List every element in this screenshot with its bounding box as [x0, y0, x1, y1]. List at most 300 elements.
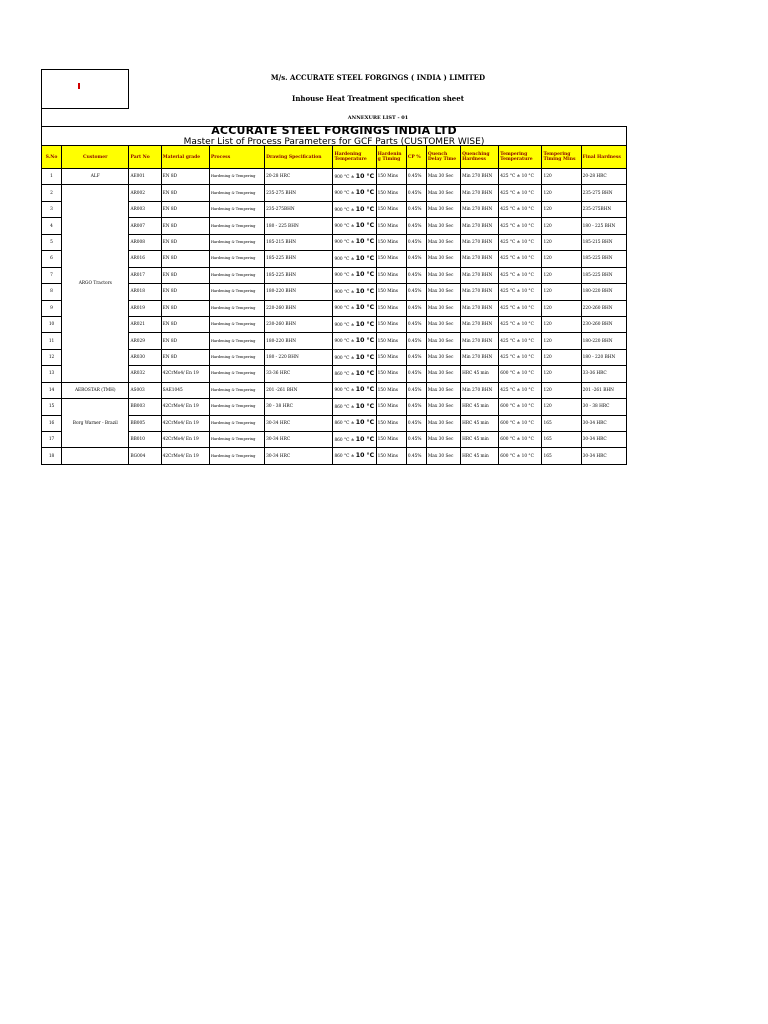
cell-customer — [62, 448, 129, 464]
cell-quench-hardness: Min 270 BHN — [461, 201, 499, 217]
hardening-temp-base: 860 °C ± — [334, 404, 356, 410]
cell-sno: 9 — [42, 300, 62, 316]
cell-final-hardness: 201 -261 BHN — [581, 382, 626, 398]
cell-cp: 0.45% — [406, 267, 426, 283]
cell-quench-hardness: Min 270 BHN — [461, 185, 499, 201]
cell-quench-delay: Max 30 Sec — [426, 415, 460, 431]
table-row — [42, 316, 627, 332]
table-row — [42, 448, 627, 464]
cell-hardening-temp — [333, 349, 376, 365]
sheet-subtitle: Inhouse Heat Treatment specification sheet — [292, 94, 464, 103]
cell-tempering-temp: 425 °C ± 10 °C — [499, 300, 542, 316]
cell-quench-hardness: Min 270 BHN — [461, 169, 499, 185]
cell-tempering-time: 120 — [542, 201, 581, 217]
cell-quench-delay: Max 30 Sec — [426, 432, 460, 448]
cell-material: EN 8D — [161, 251, 209, 267]
cell-quench-hardness: HRC 45 min — [461, 415, 499, 431]
cell-hardening-temp — [333, 432, 376, 448]
cell-quench-delay: Max 30 Sec — [426, 349, 460, 365]
cell-material: 42CrMo4/ En 19 — [161, 415, 209, 431]
cell-drawing-spec: 180-220 BHN — [265, 333, 333, 349]
cell-part-no: AR007 — [129, 218, 161, 234]
cell-part-no: AR018 — [129, 284, 161, 300]
cell-hardening-temp — [333, 218, 376, 234]
cell-cp: 0.45% — [406, 185, 426, 201]
cell-cp: 0.45% — [406, 415, 426, 431]
cell-tempering-time: 120 — [542, 382, 581, 398]
col-header: Part No — [129, 146, 161, 169]
cell-quench-hardness: HRC 45 min — [461, 366, 499, 382]
cell-process: Hardening & Tempering — [209, 201, 264, 217]
cell-process: Hardening & Tempering — [209, 218, 264, 234]
hardening-temp-base: 900 °C ± — [334, 240, 356, 246]
table-row — [42, 333, 627, 349]
hardening-temp-base: 900 °C ± — [334, 339, 356, 345]
cell-drawing-spec: 235-275BHN — [265, 201, 333, 217]
col-header: Process — [209, 146, 264, 169]
cell-quench-delay: Max 30 Sec — [426, 333, 460, 349]
cell-process: Hardening & Tempering — [209, 251, 264, 267]
hardening-temp-tol: 10 °C — [355, 287, 375, 295]
cell-sno: 14 — [42, 382, 62, 398]
cell-hardening-temp — [333, 234, 376, 250]
hardening-temp-tol: 10 °C — [355, 304, 375, 312]
hardening-temp-tol: 10 °C — [355, 369, 375, 377]
hardening-temp-base: 900 °C ± — [334, 207, 356, 213]
cell-cp: 0.45% — [406, 399, 426, 415]
hardening-temp-tol: 10 °C — [355, 222, 375, 230]
cell-tempering-temp: 425 °C ± 10 °C — [499, 284, 542, 300]
cell-hardening-time: 150 Mins — [376, 169, 406, 185]
company-name: M/s. ACCURATE STEEL FORGINGS ( INDIA ) LIMITED — [270, 73, 486, 82]
company-logo-mark — [78, 83, 80, 89]
cell-sno: 8 — [42, 284, 62, 300]
cell-sno: 10 — [42, 316, 62, 332]
cell-quench-delay: Max 30 Sec — [426, 382, 460, 398]
cell-final-hardness: 30-34 HRC — [581, 415, 626, 431]
cell-hardening-time: 150 Mins — [376, 448, 406, 464]
cell-tempering-temp: 600 °C ± 10 °C — [499, 366, 542, 382]
cell-part-no: AR029 — [129, 333, 161, 349]
cell-cp: 0.45% — [406, 169, 426, 185]
cell-final-hardness: 220-260 BHN — [581, 300, 626, 316]
cell-hardening-temp — [333, 201, 376, 217]
cell-quench-delay: Max 30 Sec — [426, 284, 460, 300]
cell-hardening-temp — [333, 284, 376, 300]
cell-hardening-temp — [333, 333, 376, 349]
cell-final-hardness: 20-28 HRC — [581, 169, 626, 185]
cell-hardening-temp — [333, 448, 376, 464]
cell-hardening-time: 150 Mins — [376, 333, 406, 349]
cell-material: EN 8D — [161, 300, 209, 316]
cell-process: Hardening & Tempering — [209, 185, 264, 201]
cell-cp: 0.45% — [406, 300, 426, 316]
table-row — [42, 201, 627, 217]
table-row — [42, 169, 627, 185]
cell-material: EN 8D — [161, 218, 209, 234]
cell-cp: 0.45% — [406, 251, 426, 267]
cell-cp: 0.45% — [406, 218, 426, 234]
cell-cp: 0.45% — [406, 432, 426, 448]
hardening-temp-tol: 10 °C — [355, 320, 375, 328]
cell-tempering-temp: 425 °C ± 10 °C — [499, 169, 542, 185]
cell-part-no: AR030 — [129, 349, 161, 365]
hardening-temp-base: 900 °C ± — [334, 289, 356, 295]
cell-tempering-time: 120 — [542, 251, 581, 267]
cell-hardening-temp — [333, 251, 376, 267]
cell-quench-delay: Max 30 Sec — [426, 366, 460, 382]
cell-cp: 0.45% — [406, 284, 426, 300]
cell-drawing-spec: 33-36 HRC — [265, 366, 333, 382]
cell-tempering-temp: 425 °C ± 10 °C — [499, 382, 542, 398]
table-row — [42, 284, 627, 300]
spec-table — [41, 145, 627, 465]
cell-tempering-temp: 425 °C ± 10 °C — [499, 218, 542, 234]
hardening-temp-base: 860 °C ± — [334, 437, 356, 443]
cell-tempering-temp: 425 °C ± 10 °C — [499, 185, 542, 201]
col-header: Hardening Temperature — [333, 146, 376, 169]
cell-tempering-time: 120 — [542, 399, 581, 415]
cell-final-hardness: 30-34 HRC — [581, 432, 626, 448]
cell-drawing-spec: 30-34 HRC — [265, 415, 333, 431]
cell-process: Hardening & Tempering — [209, 415, 264, 431]
cell-tempering-time: 165 — [542, 415, 581, 431]
cell-tempering-temp: 425 °C ± 10 °C — [499, 201, 542, 217]
cell-tempering-temp: 600 °C ± 10 °C — [499, 448, 542, 464]
cell-tempering-time: 120 — [542, 349, 581, 365]
cell-material: SAE1045 — [161, 382, 209, 398]
col-header: Quenching Hardness — [461, 146, 499, 169]
cell-process: Hardening & Tempering — [209, 284, 264, 300]
table-row — [42, 415, 627, 431]
cell-drawing-spec: 185-215 BHN — [265, 234, 333, 250]
banner-title: ACCURATE STEEL FORGINGS INDIA LTD — [211, 127, 457, 137]
table-row — [42, 366, 627, 382]
hardening-temp-base: 900 °C ± — [334, 322, 356, 328]
cell-drawing-spec: 180 - 220 BHN — [265, 349, 333, 365]
cell-hardening-temp — [333, 382, 376, 398]
cell-quench-hardness: Min 270 BHN — [461, 300, 499, 316]
hardening-temp-base: 860 °C ± — [334, 454, 356, 460]
hardening-temp-tol: 10 °C — [355, 205, 375, 213]
cell-tempering-temp: 425 °C ± 10 °C — [499, 251, 542, 267]
cell-sno: 11 — [42, 333, 62, 349]
cell-part-no: AR019 — [129, 300, 161, 316]
cell-part-no: BB003 — [129, 399, 161, 415]
cell-customer: Borg Warner - Brazil — [62, 399, 129, 448]
cell-material: EN 8D — [161, 234, 209, 250]
cell-material: EN 8D — [161, 267, 209, 283]
cell-sno: 4 — [42, 218, 62, 234]
cell-final-hardness: 180-220 BHN — [581, 333, 626, 349]
cell-quench-delay: Max 30 Sec — [426, 185, 460, 201]
cell-customer: ARGO Tractors — [62, 185, 129, 382]
cell-quench-hardness: Min 270 BHN — [461, 234, 499, 250]
cell-drawing-spec: 230-260 BHN — [265, 316, 333, 332]
cell-material: EN 8D — [161, 316, 209, 332]
cell-process: Hardening & Tempering — [209, 432, 264, 448]
cell-sno: 17 — [42, 432, 62, 448]
cell-tempering-time: 120 — [542, 366, 581, 382]
cell-part-no: AS003 — [129, 382, 161, 398]
table-row — [42, 432, 627, 448]
hardening-temp-tol: 10 °C — [355, 189, 375, 197]
cell-hardening-time: 150 Mins — [376, 415, 406, 431]
cell-sno: 3 — [42, 201, 62, 217]
cell-process: Hardening & Tempering — [209, 382, 264, 398]
hardening-temp-tol: 10 °C — [355, 353, 375, 361]
cell-quench-hardness: Min 270 BHN — [461, 316, 499, 332]
cell-final-hardness: 185-225 BHN — [581, 267, 626, 283]
hardening-temp-tol: 10 °C — [355, 337, 375, 345]
cell-quench-delay: Max 30 Sec — [426, 267, 460, 283]
cell-final-hardness: 30-34 HRC — [581, 448, 626, 464]
hardening-temp-tol: 10 °C — [355, 386, 375, 394]
hardening-temp-base: 900 °C ± — [334, 306, 356, 312]
cell-quench-hardness: Min 270 BHN — [461, 349, 499, 365]
table-row — [42, 300, 627, 316]
cell-quench-delay: Max 30 Sec — [426, 300, 460, 316]
cell-tempering-time: 120 — [542, 169, 581, 185]
col-header: Drawing Specification — [265, 146, 333, 169]
cell-tempering-temp: 600 °C ± 10 °C — [499, 399, 542, 415]
cell-quench-delay: Max 30 Sec — [426, 251, 460, 267]
cell-hardening-time: 150 Mins — [376, 185, 406, 201]
cell-customer: ALF — [62, 169, 129, 185]
cell-hardening-time: 150 Mins — [376, 316, 406, 332]
hardening-temp-tol: 10 °C — [355, 271, 375, 279]
hardening-temp-tol: 10 °C — [355, 452, 375, 460]
cell-material: EN 8D — [161, 349, 209, 365]
cell-drawing-spec: 220-260 BHN — [265, 300, 333, 316]
cell-tempering-time: 120 — [542, 333, 581, 349]
cell-cp: 0.45% — [406, 201, 426, 217]
cell-sno: 12 — [42, 349, 62, 365]
table-row — [42, 382, 627, 398]
cell-material: 42CrMo4/ En 19 — [161, 432, 209, 448]
cell-material: 42CrMo4/ En 19 — [161, 366, 209, 382]
banner-subtitle: Master List of Process Parameters for GCF Parts (CUSTOMER WISE) — [183, 137, 485, 145]
cell-drawing-spec: 180-220 BHN — [265, 284, 333, 300]
cell-sno: 7 — [42, 267, 62, 283]
cell-cp: 0.45% — [406, 448, 426, 464]
cell-hardening-temp — [333, 300, 376, 316]
cell-part-no: AR008 — [129, 234, 161, 250]
cell-final-hardness: 33-36 HRC — [581, 366, 626, 382]
hardening-temp-tol: 10 °C — [355, 172, 375, 180]
cell-part-no: BB010 — [129, 432, 161, 448]
cell-cp: 0.45% — [406, 366, 426, 382]
cell-final-hardness: 235-275 BHN — [581, 185, 626, 201]
cell-quench-hardness: Min 270 BHN — [461, 333, 499, 349]
cell-quench-hardness: HRC 45 min — [461, 448, 499, 464]
cell-tempering-temp: 600 °C ± 10 °C — [499, 415, 542, 431]
table-row — [42, 234, 627, 250]
table-row — [42, 267, 627, 283]
table-row — [42, 185, 627, 201]
cell-quench-hardness: HRC 45 min — [461, 432, 499, 448]
cell-sno: 2 — [42, 185, 62, 201]
cell-quench-delay: Max 30 Sec — [426, 169, 460, 185]
cell-hardening-time: 150 Mins — [376, 267, 406, 283]
cell-sno: 5 — [42, 234, 62, 250]
cell-hardening-time: 150 Mins — [376, 382, 406, 398]
cell-cp: 0.45% — [406, 234, 426, 250]
hardening-temp-base: 900 °C ± — [334, 273, 356, 279]
col-header: Tempering Temperature — [499, 146, 542, 169]
cell-process: Hardening & Tempering — [209, 399, 264, 415]
hardening-temp-base: 900 °C ± — [334, 256, 356, 262]
table-row — [42, 218, 627, 234]
cell-process: Hardening & Tempering — [209, 267, 264, 283]
cell-hardening-time: 150 Mins — [376, 399, 406, 415]
cell-drawing-spec: 30 - 38 HRC — [265, 399, 333, 415]
cell-cp: 0.45% — [406, 349, 426, 365]
cell-quench-hardness: Min 270 BHN — [461, 382, 499, 398]
cell-material: 42CrMo4/ En 19 — [161, 399, 209, 415]
cell-hardening-temp — [333, 316, 376, 332]
cell-part-no: AR017 — [129, 267, 161, 283]
hardening-temp-base: 900 °C ± — [334, 388, 356, 394]
cell-quench-delay: Max 30 Sec — [426, 218, 460, 234]
cell-quench-delay: Max 30 Sec — [426, 399, 460, 415]
cell-hardening-time: 150 Mins — [376, 366, 406, 382]
cell-tempering-time: 120 — [542, 284, 581, 300]
annexure-label: ANNEXURE LIST - 01 — [347, 115, 409, 121]
frame-right — [626, 126, 627, 146]
cell-sno: 6 — [42, 251, 62, 267]
col-header: Material grade — [161, 146, 209, 169]
hardening-temp-tol: 10 °C — [355, 419, 375, 427]
cell-drawing-spec: 185-225 BHN — [265, 267, 333, 283]
cell-material: EN 8D — [161, 185, 209, 201]
cell-tempering-time: 165 — [542, 448, 581, 464]
hardening-temp-base: 900 °C ± — [334, 224, 356, 230]
hardening-temp-base: 900 °C ± — [334, 355, 356, 361]
hardening-temp-tol: 10 °C — [355, 435, 375, 443]
cell-sno: 13 — [42, 366, 62, 382]
cell-drawing-spec: 30-34 HRC — [265, 432, 333, 448]
hardening-temp-tol: 10 °C — [355, 238, 375, 246]
cell-part-no: AR016 — [129, 251, 161, 267]
table-row — [42, 399, 627, 415]
cell-tempering-temp: 425 °C ± 10 °C — [499, 333, 542, 349]
cell-quench-hardness: Min 270 BHN — [461, 218, 499, 234]
cell-process: Hardening & Tempering — [209, 300, 264, 316]
cell-quench-delay: Max 30 Sec — [426, 448, 460, 464]
cell-tempering-time: 120 — [542, 185, 581, 201]
col-header: Hardenin g Timing — [376, 146, 406, 169]
cell-tempering-temp: 425 °C ± 10 °C — [499, 316, 542, 332]
cell-tempering-temp: 600 °C ± 10 °C — [499, 432, 542, 448]
cell-material: EN 8D — [161, 201, 209, 217]
cell-hardening-temp — [333, 267, 376, 283]
table-header-row — [42, 146, 627, 169]
logo-box — [41, 69, 129, 109]
cell-hardening-time: 150 Mins — [376, 349, 406, 365]
cell-quench-delay: Max 30 Sec — [426, 201, 460, 217]
cell-quench-hardness: Min 270 BHN — [461, 284, 499, 300]
col-header: S.No — [42, 146, 62, 169]
col-header: Quench Delay Time — [426, 146, 460, 169]
cell-tempering-time: 120 — [542, 218, 581, 234]
cell-hardening-temp — [333, 399, 376, 415]
col-header: Final Hardness — [581, 146, 626, 169]
cell-cp: 0.45% — [406, 333, 426, 349]
cell-process: Hardening & Tempering — [209, 448, 264, 464]
col-header: CP % — [406, 146, 426, 169]
cell-quench-hardness: HRC 45 min — [461, 399, 499, 415]
cell-hardening-temp — [333, 185, 376, 201]
cell-hardening-time: 150 Mins — [376, 251, 406, 267]
cell-final-hardness: 180 - 225 BHN — [581, 218, 626, 234]
cell-process: Hardening & Tempering — [209, 333, 264, 349]
cell-sno: 18 — [42, 448, 62, 464]
cell-drawing-spec: 20-28 HRC — [265, 169, 333, 185]
cell-part-no: AR021 — [129, 316, 161, 332]
cell-hardening-time: 150 Mins — [376, 300, 406, 316]
cell-tempering-time: 165 — [542, 432, 581, 448]
cell-hardening-time: 150 Mins — [376, 201, 406, 217]
cell-process: Hardening & Tempering — [209, 366, 264, 382]
hardening-temp-base: 900 °C ± — [334, 191, 356, 197]
cell-quench-delay: Max 30 Sec — [426, 316, 460, 332]
cell-sno: 16 — [42, 415, 62, 431]
cell-part-no: AR003 — [129, 201, 161, 217]
cell-hardening-time: 150 Mins — [376, 234, 406, 250]
hardening-temp-base: 860 °C ± — [334, 421, 356, 427]
cell-drawing-spec: 185-225 BHN — [265, 251, 333, 267]
cell-quench-hardness: Min 270 BHN — [461, 267, 499, 283]
cell-part-no: BB005 — [129, 415, 161, 431]
cell-part-no: BG004 — [129, 448, 161, 464]
cell-drawing-spec: 30-34 HRC — [265, 448, 333, 464]
cell-tempering-time: 120 — [542, 300, 581, 316]
cell-drawing-spec: 180 - 225 BHN — [265, 218, 333, 234]
cell-final-hardness: 30 - 38 HRC — [581, 399, 626, 415]
table-row — [42, 251, 627, 267]
hardening-temp-tol: 10 °C — [355, 254, 375, 262]
cell-process: Hardening & Tempering — [209, 234, 264, 250]
cell-hardening-time: 150 Mins — [376, 218, 406, 234]
cell-final-hardness: 180-220 BHN — [581, 284, 626, 300]
cell-process: Hardening & Tempering — [209, 349, 264, 365]
cell-material: EN 8D — [161, 169, 209, 185]
cell-part-no: AE001 — [129, 169, 161, 185]
cell-material: 42CrMo4/ En 19 — [161, 448, 209, 464]
hardening-temp-base: 860 °C ± — [334, 371, 356, 377]
cell-drawing-spec: 235-275 BHN — [265, 185, 333, 201]
cell-drawing-spec: 201 -261 BHN — [265, 382, 333, 398]
cell-tempering-time: 120 — [542, 234, 581, 250]
cell-tempering-temp: 425 °C ± 10 °C — [499, 267, 542, 283]
table-row — [42, 349, 627, 365]
cell-quench-hardness: Min 270 BHN — [461, 251, 499, 267]
cell-final-hardness: 180 - 220 BHN — [581, 349, 626, 365]
cell-final-hardness: 235-275BHN — [581, 201, 626, 217]
hardening-temp-base: 900 °C ± — [334, 174, 356, 180]
cell-part-no: AR032 — [129, 366, 161, 382]
cell-sno: 1 — [42, 169, 62, 185]
cell-hardening-temp — [333, 169, 376, 185]
cell-cp: 0.45% — [406, 316, 426, 332]
cell-hardening-time: 150 Mins — [376, 432, 406, 448]
cell-final-hardness: 185-225 BHN — [581, 251, 626, 267]
cell-final-hardness: 185-215 BHN — [581, 234, 626, 250]
cell-hardening-temp — [333, 366, 376, 382]
cell-tempering-time: 120 — [542, 267, 581, 283]
cell-tempering-temp: 425 °C ± 10 °C — [499, 349, 542, 365]
